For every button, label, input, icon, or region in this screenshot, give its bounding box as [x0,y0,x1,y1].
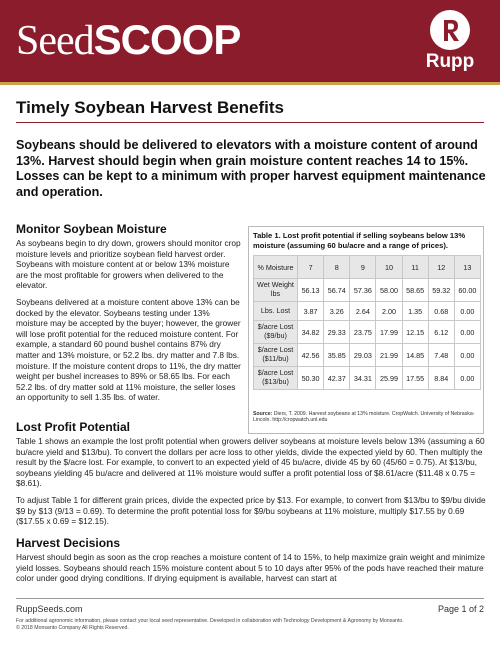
table-cell: 17.55 [402,367,428,390]
table-cell: 17.99 [376,321,402,344]
lost-profit-table [253,255,481,390]
table-cell: 60.00 [454,279,480,302]
lost-profit-table-box [248,226,484,434]
row-label: Lbs. Lost [254,302,298,321]
table-source-text: Diers, T. 2009. Harvest soybeans at 13% moisture. CropWatch. University of Nebraska-Lincoln. http://cropwatch.unl.edu [253,411,475,424]
section-heading-lost-profit: Lost Profit Potential [16,420,130,434]
table-cell: 3.26 [324,302,350,321]
banner-stripe [0,82,500,85]
logo-text: Rupp [425,51,475,72]
table-cell: 56.74 [324,279,350,302]
table-cell: 14.85 [402,344,428,367]
page-title: Timely Soybean Harvest Benefits [16,98,285,117]
column-header: 11 [402,256,428,279]
table-cell: 0.00 [454,302,480,321]
table-source [253,411,481,424]
table-cell: 1.35 [402,302,428,321]
table-cell: 50.30 [298,367,324,390]
table-cell: 7.48 [428,344,454,367]
row-label: $/acre Lost ($11/bu) [254,344,298,367]
table-cell: 42.37 [324,367,350,390]
lead-paragraph: Soybeans should be delivered to elevators with a moisture content of around 13%. Harvest should begin when grain moisture content reaches 14 to 15%. Losses can be kept to a minimum with proper harvest equipment maintenance and operation. [16,138,486,199]
table-caption: Table 1. Lost profit potential if selling soybeans below 13% moisture (assuming 60 bu/acre and a range of prices). [253,231,466,250]
footer-site-link[interactable]: RuppSeeds.com [16,604,83,614]
table-source-label: Source: [253,411,273,417]
section-heading-monitor: Monitor Soybean Moisture [16,222,167,236]
table-cell: 0.00 [454,344,480,367]
table-row [254,302,481,321]
table-cell: 0.00 [454,367,480,390]
rupp-emblem-icon [428,8,472,52]
table-cell: 21.99 [376,344,402,367]
table-cell: 8.84 [428,367,454,390]
table-cell: 34.31 [350,367,376,390]
footer-disclaimer [16,618,456,631]
table-cell: 58.65 [402,279,428,302]
column-header: 10 [376,256,402,279]
table-cell: 0.68 [428,302,454,321]
table-cell: 23.75 [350,321,376,344]
column-header: 8 [324,256,350,279]
table-cell: 12.15 [402,321,428,344]
row-label: Wet Weight lbs [254,279,298,302]
brand-wordmark [16,16,240,65]
section-heading-harvest: Harvest Decisions [16,536,121,550]
header-banner [0,0,500,82]
section-monitor-body [16,238,242,409]
table-cell: 2.64 [350,302,376,321]
copyright-line: © 2018 Monsanto Company All Rights Reserved. [16,624,129,631]
table-cell: 58.00 [376,279,402,302]
row-label: $/acre Lost ($13/bu) [254,367,298,390]
table-row [254,279,481,302]
footer-rule [16,598,484,599]
disclaimer-line: For additional agronomic information, please contact your local seed representative. Developed in collaboration with Technology Development & Agronomy by Monsanto. [16,618,404,624]
table-cell: 6.12 [428,321,454,344]
table-cell: 2.00 [376,302,402,321]
brand-part-seed: Seed [16,18,94,64]
title-rule [16,122,484,123]
section-lost-profit-body [16,436,486,533]
column-header: 13 [454,256,480,279]
table-row [254,344,481,367]
paragraph: To adjust Table 1 for different grain prices, divide the expected price by $13. For example, to convert from $13/bu to $9/bu divide $9 by $13 (9/13 = 0.69). To determine the profit potential loss for $9/bu soybeans at 11% moisture, multiply $17.55 by 0.69 ($17.55 x 0.69 = $12.15). [16,494,486,527]
table-cell: 3.87 [298,302,324,321]
rupp-logo [418,8,482,78]
table-header-row [254,256,481,279]
table-cell: 42.56 [298,344,324,367]
paragraph: As soybeans begin to dry down, growers should monitor crop moisture levels and prioritize soybean field harvest order. Soybeans with moisture content at or below 13% moisture are the most profitable for growers when delivered to the elevator. [16,238,241,291]
table-row [254,367,481,390]
table-cell: 57.36 [350,279,376,302]
column-header: 9 [350,256,376,279]
section-harvest-body: Harvest should begin as soon as the crop reaches a moisture content of 14 to 15%, to help maximize grain weight and minimize yield losses. Soybeans should reach 15% moisture content about 5 to 10 days after 95% of the pods have reached their mature color under good drying conditions. If drying equipment is available, harvest can start at [16,552,486,584]
paragraph: Table 1 shows an example the lost profit potential when growers deliver soybeans at moisture levels below 13% (assuming a 60 bu/acre yield and $13/bu). To convert the dollars per acre loss to other yields, divide the expected yield by 60. Then multiply the result by the $/acre lost. For example, to convert to an expected yield of 45 bu/acre, divide 45 by 60 (45/60 = 0.75). At $13/bu, soybeans yielding 45 bu/acre and delivered at 11% moisture would suffer a profit potential loss of $8.61/acre ($11.48 x 0.75 = $8.61). [16,436,485,489]
paragraph: Soybeans delivered at a moisture content above 13% can be docked by the elevator. Soybeans testing under 13% moisture may be accepted by the buyer; however, the grower will lose profit potential for the reduced moisture content. For example, a standard 60 pound bushel contains 87% dry matter and 13% moisture, or 52.2 lbs. dry matter and 7.8 lbs. moisture. If the moisture content drops to 11%, the dry matter weight per bushel increases to 89% or 58.65 lbs. For each 52.2 lbs. of dry matter sold at 11% moisture, the seller loses an opportunity to sell 1.35 lbs. of water. [16,296,241,403]
column-header: 12 [428,256,454,279]
brand-part-scoop: SCOOP [93,16,241,63]
table-cell: 59.32 [428,279,454,302]
table-cell: 35.85 [324,344,350,367]
table-cell: 29.03 [350,344,376,367]
page-number: Page 1 of 2 [437,604,484,614]
table-corner-header: % Moisture [254,256,298,279]
table-cell: 34.82 [298,321,324,344]
row-label: $/acre Lost ($9/bu) [254,321,298,344]
table-cell: 29.33 [324,321,350,344]
table-cell: 0.00 [454,321,480,344]
column-header: 7 [298,256,324,279]
table-row [254,321,481,344]
table-cell: 56.13 [298,279,324,302]
table-cell: 25.99 [376,367,402,390]
